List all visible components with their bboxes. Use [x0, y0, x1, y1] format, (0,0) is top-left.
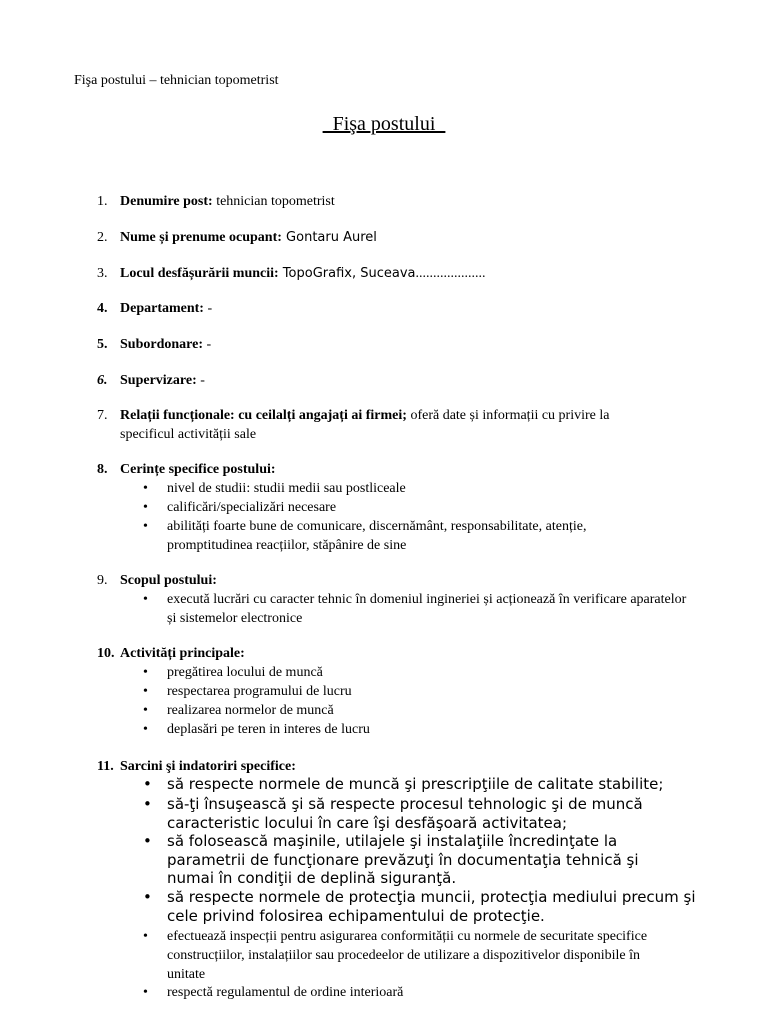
- bullet-text: efectuează inspecții pentru asigurarea conformității cu normele de securitate specifice construcțiilor, instalațiilor sau procedeelor de utilizare a dispozitivelor disponibile în unitate: [167, 929, 648, 982]
- item-value: Gontaru Aurel: [281, 230, 377, 245]
- list-item-2: [97, 228, 680, 247]
- list-item: [143, 517, 667, 555]
- bullet-icon: •: [143, 985, 148, 1000]
- item-number: 7.: [97, 408, 108, 423]
- list-item: [143, 795, 677, 832]
- bullet-text: să-ţi însuşească şi să respecte procesul tehnologic şi de muncă caracteristic locului în care îşi desfăşoară activitatea;: [167, 795, 643, 832]
- item-number: 4.: [97, 301, 108, 316]
- list-item: [143, 927, 672, 984]
- list-item-6: [97, 371, 680, 390]
- list-item-11: [97, 757, 680, 776]
- item-label: Activități principale:: [120, 646, 245, 661]
- item-number: 2.: [97, 230, 108, 245]
- item-dots: ....................: [415, 266, 486, 281]
- item-label: Cerințe specifice postului:: [120, 462, 276, 477]
- bullet-text: nivel de studii: studii medii sau postliceale: [167, 481, 406, 496]
- item-number: 1.: [97, 194, 108, 209]
- item-label: Subordonare:: [120, 337, 203, 352]
- list-item: [143, 479, 687, 498]
- page-title: [0, 113, 768, 136]
- bullet-icon: •: [143, 684, 148, 699]
- bullet-text: execută lucrări cu caracter tehnic în domeniul ingineriei și acționează în verificare aparatelor și sistemelor electronice: [167, 592, 687, 626]
- document-header: Fişa postului – tehnician topometrist: [74, 73, 279, 88]
- bullet-icon: •: [143, 795, 152, 813]
- bullet-text: respectă regulamentul de ordine interioară: [167, 985, 404, 1000]
- item-value: oferă date și informații cu privire la specificul activității sale: [120, 408, 610, 442]
- bullet-icon: •: [143, 519, 148, 534]
- bullet-icon: •: [143, 703, 148, 718]
- item-number: 10.: [97, 646, 115, 661]
- item-value: tehnician topometrist: [212, 194, 335, 209]
- item-number: 8.: [97, 462, 108, 477]
- list-item-3: [97, 264, 680, 283]
- item-label: Supervizare:: [120, 373, 197, 388]
- list-item: [143, 888, 717, 925]
- bullet-icon: •: [143, 481, 148, 496]
- list-item: [143, 983, 687, 1002]
- bullet-text: deplasări pe teren in interes de lucru: [167, 722, 370, 737]
- list-item: [143, 498, 687, 517]
- list-item-7: [97, 406, 665, 444]
- bullet-icon: •: [143, 888, 152, 906]
- bullet-text: să respecte normele de muncă şi prescripţiile de calitate stabilite;: [167, 775, 664, 793]
- list-item-5: [97, 335, 680, 354]
- list-item: [143, 590, 692, 628]
- bullet-icon: •: [143, 592, 148, 607]
- list-item: [143, 720, 687, 739]
- bullet-icon: •: [143, 832, 152, 850]
- page-title-text: Fişa postului: [322, 113, 446, 135]
- bullet-icon: •: [143, 500, 148, 515]
- item-label: Denumire post:: [120, 194, 213, 209]
- list-item: [143, 701, 687, 720]
- bullet-icon: •: [143, 722, 148, 737]
- item-number: 11.: [97, 759, 114, 774]
- item-label: Scopul postului:: [120, 573, 217, 588]
- item-label: Locul desfășurării muncii:: [120, 266, 279, 281]
- bullet-icon: •: [143, 775, 152, 793]
- list-item-10: [97, 644, 680, 663]
- bullet-text: calificări/specializări necesare: [167, 500, 337, 515]
- item-label: Nume și prenume ocupant:: [120, 230, 282, 245]
- list-item: [143, 682, 687, 701]
- item-label: Relații funcționale: cu ceilalți angajați ai firmei;: [120, 408, 407, 423]
- bullet-text: să respecte normele de protecţia muncii, protecţia mediului precum şi cele privind folosirea echipamentului de protecţie.: [167, 888, 696, 925]
- list-item-1: [97, 192, 680, 211]
- item-value: -: [203, 301, 213, 316]
- list-item-9: [97, 571, 680, 590]
- item-label: Sarcini şi indatoriri specifice:: [120, 759, 296, 774]
- list-item-4: [97, 299, 680, 318]
- item-value: TopoGrafix, Suceava: [278, 266, 416, 281]
- list-item: [143, 832, 672, 888]
- item-number: 6.: [97, 373, 108, 388]
- item-number: 3.: [97, 266, 108, 281]
- bullet-text: respectarea programului de lucru: [167, 684, 352, 699]
- item-label: Departament:: [120, 301, 204, 316]
- list-item: [143, 775, 707, 794]
- item-number: 9.: [97, 573, 108, 588]
- bullet-icon: •: [143, 665, 148, 680]
- bullet-text: să folosească maşinile, utilajele şi instalaţiile încredinţate la parametrii de funcţionare prevăzuţi în documentaţia tehnică şi numai în condiţii de deplină siguranţă.: [167, 832, 639, 887]
- list-item-8: [97, 460, 680, 479]
- bullet-icon: •: [143, 929, 148, 944]
- bullet-text: realizarea normelor de muncă: [167, 703, 334, 718]
- item-value: -: [202, 337, 212, 352]
- bullet-text: pregătirea locului de muncă: [167, 665, 323, 680]
- list-item: [143, 663, 687, 682]
- item-value: -: [196, 373, 205, 388]
- bullet-text: abilități foarte bune de comunicare, discernământ, responsabilitate, atenție, promptitudinea reacțiilor, stăpânire de sine: [167, 519, 587, 553]
- item-number: 5.: [97, 337, 108, 352]
